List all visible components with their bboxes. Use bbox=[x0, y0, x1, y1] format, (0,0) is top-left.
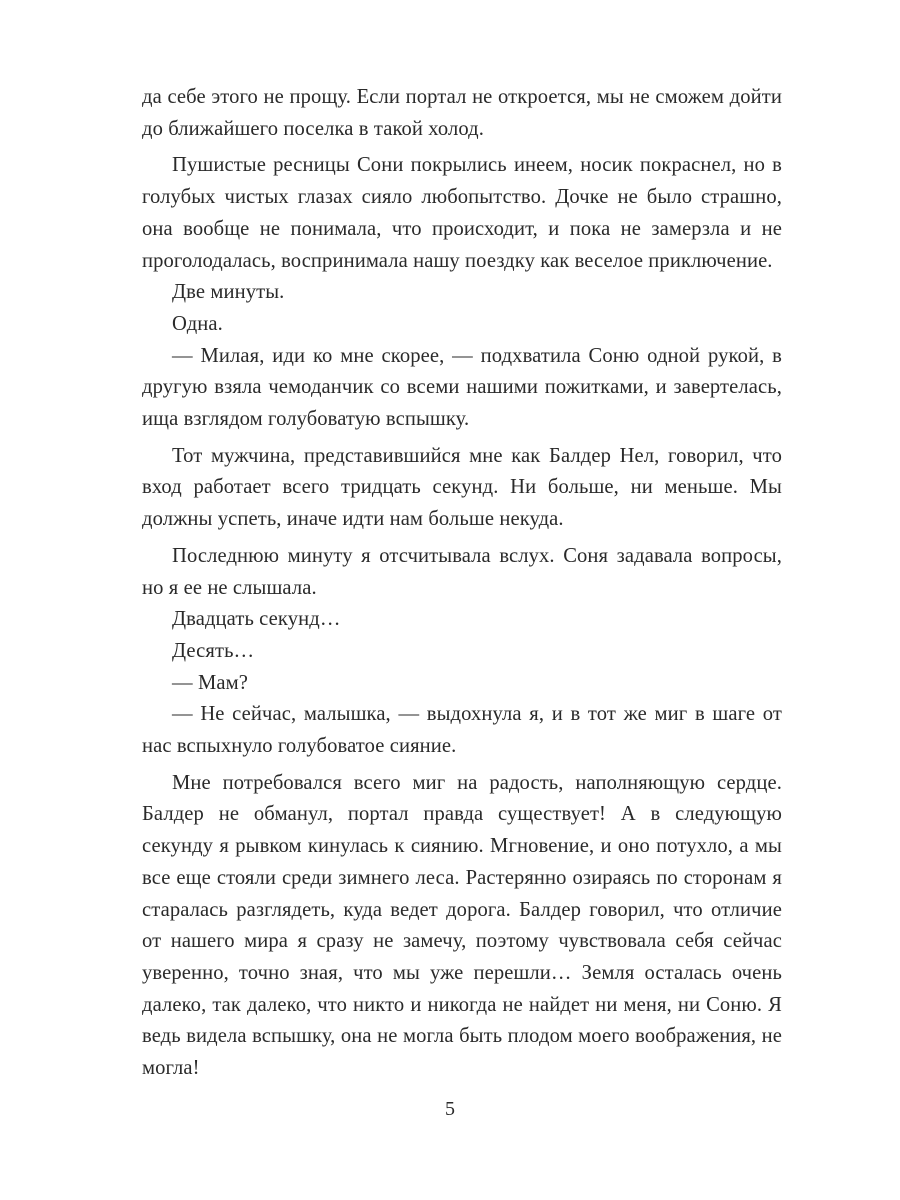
paragraph-7: Последнюю минуту я отсчитывала вслух. Соня задавала вопросы, но я ее не слышала. bbox=[142, 544, 782, 599]
paragraph-10: — Мам? bbox=[172, 671, 248, 694]
paragraph-9: Десять… bbox=[172, 639, 255, 662]
paragraph-3: Две минуты. bbox=[172, 281, 285, 304]
paragraph-1: да себе этого не прощу. Если портал не откроется, мы не сможем дойти до ближайшего поселка в такой холод. bbox=[142, 86, 782, 140]
paragraph-4: Одна. bbox=[172, 312, 223, 335]
paragraph-2: Пушистые ресницы Сони покрылись инеем, носик покраснел, но в голубых чистых глазах сияло любопытство. Дочке не было страшно, она вообще не понимала, что происходит, и пока не замерзла и не проголодалась, воспринимала нашу поездку как веселое приключение. bbox=[142, 154, 782, 272]
paragraph-8: Двадцать секунд… bbox=[172, 608, 341, 631]
paragraph-6: Тот мужчина, представившийся мне как Балдер Нел, говорил, что вход работает всего тридцать секунд. Ни больше, ни меньше. Мы должны успеть, иначе идти нам больше некуда. bbox=[142, 444, 782, 531]
paragraph-12: Мне потребовался всего миг на радость, наполняющую сердце. Балдер не обманул, портал правда существует! А в следующую секунду я рывком кинулась к сиянию. Мгновение, и оно потухло, а мы все еще стояли среди зимнего леса. Растерянно озираясь по сторонам я старалась разглядеть, куда ведет дорога. Балдер говорил, что отличие от нашего мира я сразу не замечу, поэтому чувствовала себя сейчас уверенно, точно зная, что мы уже перешли… Земля осталась очень далеко, так далеко, что никто и никогда не найдет ни меня, ни Соню. Я ведь видела вспышку, она не могла быть плодом моего воображения, не могла! bbox=[142, 771, 782, 1080]
paragraph-11: — Не сейчас, малышка, — выдохнула я, и в тот же миг в шаге от нас вспыхнуло голубоватое сияние. bbox=[142, 703, 782, 758]
page-number: 5 bbox=[445, 1098, 455, 1120]
paragraph-5: — Милая, иди ко мне скорее, — подхватила Соню одной рукой, в другую взяла чемоданчик со всеми нашими пожитками, и завертелась, ища взглядом голубоватую вспышку. bbox=[142, 344, 782, 431]
body-text bbox=[142, 82, 782, 1085]
